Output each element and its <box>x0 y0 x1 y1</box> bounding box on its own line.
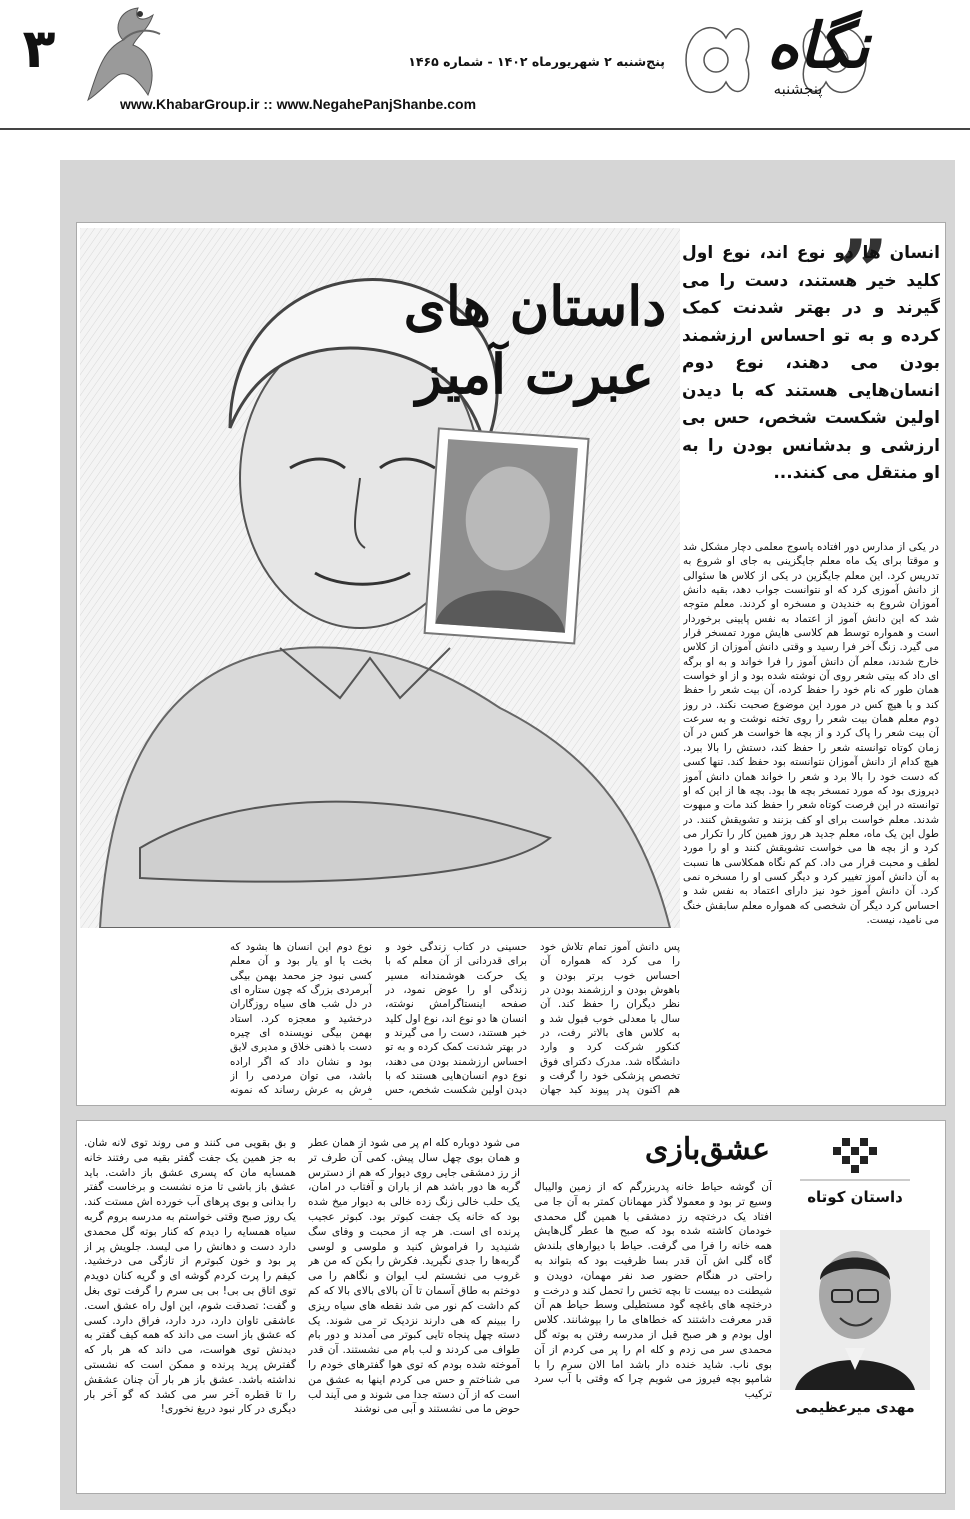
brand-subtitle: پنجشنبه <box>773 80 823 98</box>
author-name: مهدی میرعظیمی <box>795 1400 915 1416</box>
story-column-2: می شود دوباره کله ام پر می شود از همان عطر و همان بوی چهل سال پیش. کمی آن طرف تر از رز دمشقی جایی روی دیوار که هم از دسترس گربه ها دور باشد هم از باران و آفتاب در امان، یک حلب خالی زنگ زده خالی به دیوار میخ شده بود که خانه یک جفت کبوتر بود. کبوتر عجیب پرنده ای است. هر چه از محبت و وفای سگ شنیدید را فراموش کنید و ملوسی و لوسی گربه‌ها را جدی نگیرید. فکرش را بکن که من هر غروب می نشستم لب ایوان و نگاهم را می دوختم به طاق آسمان تا آن بالای بالای بالا که کم کم داشت کم نور می شد نقطه های سیاه ریزی را ببینم که هی دارند نزدیک تر می شوند. یک دسته چهل پنجاه تایی کبوتر می آمدند و دور بام طواف می کردند و لب بام می نشستند. آن قدر آموخته شده بودم که توی هوا گفترهای خودم را می شناختم و حس می کردم اینها به عشق من است که از آن دسته جدا می شوند و می آیند لب حوض ما می نشستند و آبی می نوشند <box>308 1137 520 1416</box>
short-story-emblem-icon <box>780 1130 930 1220</box>
pull-quote: انسان ها دو نوع اند، نوع اول کلید خیر هستند، دست را می گیرند و در بهتر شدنت کمک کرده و به تو احساس ارزشمند بودن می دهند، نوع دوم انسان‌هایی هستند که با دیدن اولین شکست شخص، حس بی ارزشی و بدشانس بودن را به او منتقل می کنند... <box>682 243 940 483</box>
author-photo <box>780 1230 930 1390</box>
brand-title: نگاه <box>766 9 870 82</box>
story-column-3: و بق بقویی می کنند و می روند توی لانه شان. به جز همین یک جفت گفتر بقیه می رفتند خانه همسایه مان که پسری عشق باز داشت. باید عشق باز باشی تا مزه نشست و برخاست گفتر را بدانی و بوی پرهای آب خورده اش مستت کند. یک روز صبح وقتی خواستم به مدرسه بروم گربه سیاه همسایه را دیدم که کنار بوته گل محمدی دارد دست و دهانش را می لیسد. جلویش پر از پر بود و خون کبوترم از تازگی می درخشید. کیفم را پرت کردم گوشه ای و گریه کنان دویدم توی اتاق بی بی! بی بی سرم را گرفت توی بغل و گفت: تصدقت شوم، این اول راه عشق است. عاشقی تاوان دارد، درد دارد، فراق دارد. کسی که عشق باز است می داند که همه کیف گفتر به دیدنش توی هواست، می داند که هر بار که گفترش پرید پرنده و ممکن است که نشستی نداشته باشد. عشق باز هر بار آن چنان عشقش را تا قطره آخر سر می کشد که گو آخر بار دیگری در کار نبود دریغ نخوری! <box>84 1137 296 1416</box>
story-column-1: آن گوشه حیاط خانه پدربزرگم که از زمین والیبال وسیع تر بود و معمولا گذر مهمانان کمتر به آن جا می افتاد یک درختچه رز دمشقی با همین گل محمدی خودمان کاشته شده بود که صبح ها عطر گل‌هایش همه خانه را فرا می گرفت. حیاط با دیوارهای بلندش گاه گلی اش آن قدر بسا ظرفیت بود که بتواند به راحتی در هنگام حضور صد نفر مهمان، دویدن و شیطنت ده بیست تا بچه تخس را تحمل کند و درخت و درختچه های باغچه گود مستطیلی وسط حیاط هم آن قدر معرفت داشتند که خطاهای ما را بپوشانند. کلاس اول بودم و هر صبح قبل از مدرسه رفتن به بوته گل محمدی سر می زدم و کله ام را پر می کردم از آن بوی ناب. شاید خنده دار باشد اما الان سرم را با شامپو بچه فیروز می شویم چرا که وقتی با آب سرد ترکیب <box>534 1181 772 1401</box>
headline: داستان های عبرت آمیز <box>403 274 667 406</box>
website-links[interactable]: www.KhabarGroup.ir :: www.NegahePanjShanbe.com <box>120 96 477 112</box>
article-column-2: پس دانش آموز تمام تلاش خود را می کرد که همواره آن احساس خوب برتر بودن و باهوش بودن و ارزشمند بودن در نظر دیگران را حفظ کند. آن سال با معدلی خوب قبول شد و به کلاس های بالاتر رفت، در کنکور شرکت کرد و وارد دانشگاه شد. مدرک دکترای فوق تخصص پزشکی خود را گرفت و هم اکنون پدر پیوند کبد جهان <box>540 941 680 1097</box>
article-column-3: حسینی در کتاب زندگی خود و برای قدردانی از آن معلم که با یک حرکت هوشمندانه مسیر زندگی او را عوض نمود، در صفحه اینستاگرامش نوشته، انسان ها دو نوع اند، نوع اول کلید خیر هستند، دست را می گیرند و در بهتر شدنت کمک کرده و به تو احساس ارزشمند بودن می دهند، نوع دوم انسان‌هایی هستند که با دیدن اولین شکست شخص، حس <box>385 941 527 1097</box>
section-label: داستان کوتاه <box>807 1188 903 1206</box>
masthead <box>0 0 970 130</box>
article-column-1: در یکی از مدارس دور افتاده یاسوج معلمی دچار مشکل شد و موقتا برای یک ماه معلم جایگزینی به جای او شروع به تدریس کرد. این معلم جایگزین در یکی از کلاس ها سئوالی از دانش آموزی کرد که او نتوانست جواب دهد، بقیه دانش آموزان شروع به خندیدن و مسخره او کردند. معلم متوجه شد که این دانش آموز از اعتماد به نفس پایینی برخوردار است و همواره توسط هم کلاسی هایش مورد تمسخر قرار می گیرد. زنگ آخر فرا رسید و وقتی دانش آموزان از کلاس خارج شدند، معلم آن دانش آموز را فرا خواند و به او برگه ای داد که بیتی شعر روی آن نوشته شده بود و از او خواست همان طور که نام خود را حفظ کرده، آن بیت شعر را حفظ کند و با هیچ کس در مورد این موضوع صحبت نکند. در روز دوم معلم همان بیت شعر را روی تخته نوشت و به سرعت آن بیت شعر را پاک کرد و از بچه ها خواست هر کس در آن زمان کوتاه توانسته شعر را حفظ کند، دستش را بالا ببرد. هیچ کدام از دانش آموزان نتوانسته بود حفظ کند. تنها کسی که دست خود را بالا برد و شعر را خواند همان دانش آموز دیروزی بود که مورد تمسخر بچه ها بود. بچه ها از این که او توانسته در این فرصت کوتاه شعر را حفظ کند مات و مبهوت شدند. معلم خواست برای او کف بزنند و تشویقش کنند. در طول این یک ماه، معلم جدید هر روز همین کار را تکرار می کرد و از بچه ها می خواست تشویقش کنند و او را مورد لطف و محبت قرار می داد. کم کم نگاه همکلاسی ها نسبت به آن دانش آموز تغییر کرد و دیگر کسی او را مسخره نمی کرد. آن دانش آموز خود نیز دارای اعتماد به نفس شد و احساس کرد دیگر آن شخصی که همواره معلم سابقش خنگ می نامید، نیست. <box>683 541 939 926</box>
date-issue: پنج‌شنبه ۲ شهریورماه ۱۴۰۲ - شماره ۱۴۶۵ <box>408 54 665 69</box>
article-column-4: نوع دوم این انسان ها بشود که بخت یا او یار بود و آن معلم کسی نبود جز محمد بهمن بیگی آبرمردی بزرگ که چون ستاره ای در دل شب های سیاه روزگاران درخشید و معجزه کرد. استاد بهمن بیگی نویسنده ای چیره دست با ذهنی خلاق و مدیری لایق بود و نشان داد که اگر اراده باشد، می توان مردمی را از فرش به عرش رساند که نمونه <box>230 941 372 1097</box>
page-number: ۳ <box>22 17 56 80</box>
phoenix-logo-icon <box>78 0 168 110</box>
article-column-5 <box>76 940 216 1100</box>
quote-mark-icon: ” <box>838 220 889 324</box>
story-title: عشق‌بازی <box>644 1132 770 1167</box>
